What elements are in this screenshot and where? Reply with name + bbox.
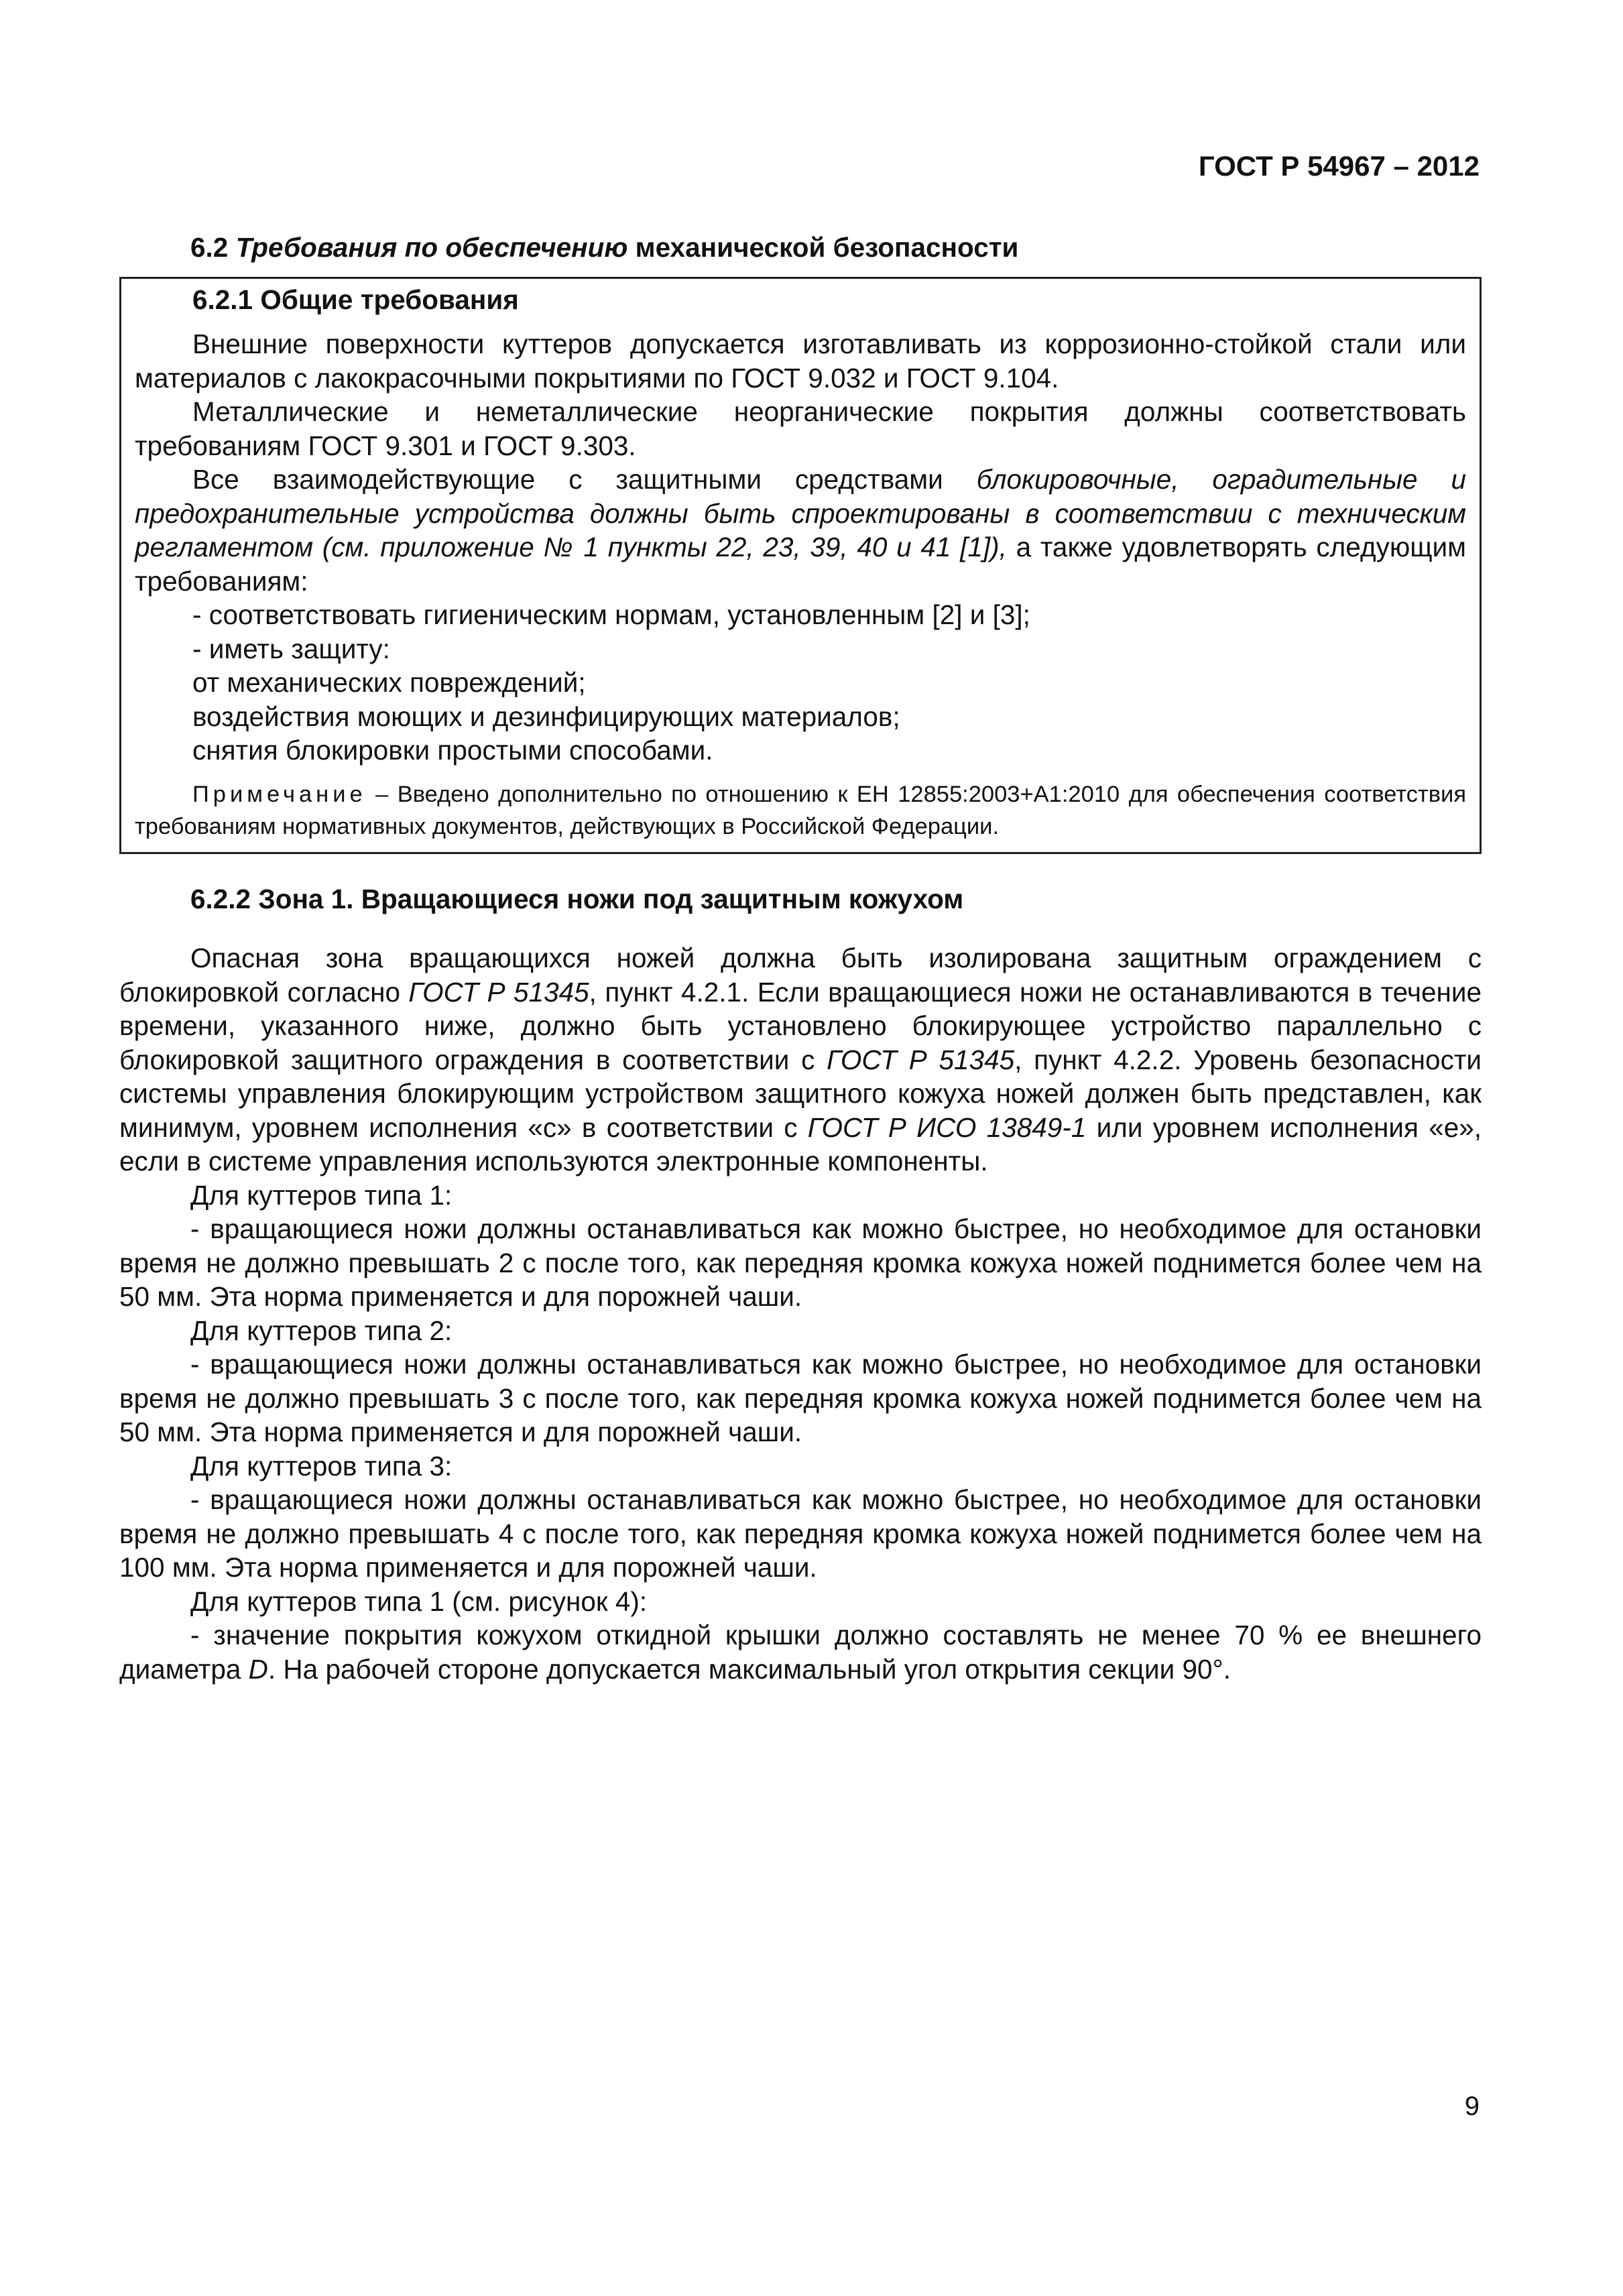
box-paragraph-2: Металлические и неметаллические неорганические покрытия должны соответствовать требованиям ГОСТ 9.301 и ГОСТ 9.303. — [135, 396, 1466, 461]
type2-text: - вращающиеся ножи должны останавливаться как можно быстрее, но необходимое для остановки время не должно превышать 3 с после того, как передняя кромка кожуха ножей поднимется более чем на 50 мм. Эта норма применяется и для порожней чаши. — [119, 1349, 1482, 1447]
section-6-2-title — [119, 231, 1482, 265]
document-header-id: ГОСТ Р 54967 – 2012 — [1198, 150, 1480, 182]
type1-figure-label: Для куттеров типа 1 (см. рисунок 4): — [190, 1585, 648, 1617]
standard-reference: ГОСТ Р 51345 — [408, 976, 589, 1008]
box-p3-start: Все взаимодействующие с защитными средствами — [192, 464, 943, 495]
subsection-6-2-2-title: 6.2.2 Зона 1. Вращающиеся ножи под защитным кожухом — [190, 883, 964, 914]
type1-label: Для куттеров типа 1: — [190, 1179, 453, 1211]
type3-label: Для куттеров типа 3: — [190, 1450, 453, 1482]
list-item: - соответствовать гигиеническим нормам, установленным [2] и [3]; — [192, 599, 1030, 630]
zone1-paragraph — [119, 941, 1482, 1179]
section-title-rest: механической безопасности — [635, 232, 1019, 263]
zone1-text-b: , пункт 4.2.1. Если вращающиеся ножи не останавливаются в течение времени, указанного ниже, должно быть установлено блокирующее устройство параллельно с блокировкой защитного ограждения в соответствии с — [119, 976, 1482, 1075]
lid-coverage-paragraph — [119, 1618, 1482, 1686]
document-body — [119, 231, 1482, 1686]
page-number: 9 — [1464, 2092, 1480, 2121]
standard-reference: ГОСТ Р ИСО 13849-1 — [807, 1111, 1087, 1143]
section-title-italic: Требования по обеспечению — [235, 232, 628, 263]
framed-requirements-box — [119, 277, 1482, 854]
note-text: – Введено дополнительно по отношению к ЕН 12855:2003+А1:2010 для обеспечения соответствия требованиям нормативных документов, действующих в Российской Федерации. — [135, 781, 1467, 839]
section-number: 6.2 — [190, 232, 229, 263]
list-item: от механических повреждений; — [192, 667, 586, 698]
list-item: - иметь защиту: — [192, 633, 390, 664]
box-paragraph-1: Внешние поверхности куттеров допускается изготавливать из коррозионно-стойкой стали или материалов с лакокрасочными покрытиями по ГОСТ 9.032 и ГОСТ 9.104. — [135, 328, 1466, 394]
type3-text: - вращающиеся ножи должны останавливаться как можно быстрее, но необходимое для остановки время не должно превышать 4 с после того, как передняя кромка кожуха ножей поднимется более чем на 100 мм. Эта норма применяется и для порожней чаши. — [119, 1484, 1482, 1583]
box-paragraph-3 — [135, 463, 1466, 598]
box-note — [135, 778, 1466, 843]
diameter-symbol: D — [248, 1653, 268, 1685]
zone1-text-a: Опасная зона вращающихся ножей должна быть изолирована защитным ограждением с блокировкой согласно — [119, 943, 1482, 1008]
box-p3-italic: блокировочные, оградительные и предохранительные устройства должны быть спроектированы в соответствии с техническим регламентом (см. приложение № 1 пункты 22, 23, 39, 40 и 41 [1]), — [135, 464, 1466, 562]
type1-text: - вращающиеся ножи должны останавливаться как можно быстрее, но необходимое для остановки время не должно превышать 2 с после того, как передняя кромка кожуха ножей поднимется более чем на 50 мм. Эта норма применяется и для порожней чаши. — [119, 1213, 1482, 1312]
type2-label: Для куттеров типа 2: — [190, 1315, 453, 1346]
note-label: Примечание — [192, 781, 367, 807]
zone1-text-d: или уровнем исполнения «е», если в системе управления используются электронные компоненты. — [119, 1111, 1482, 1176]
box-p3-end: а также удовлетворять следующим требованиям: — [135, 532, 1466, 597]
list-item: воздействия моющих и дезинфицирующих материалов; — [192, 701, 900, 732]
subsection-6-2-1-title: 6.2.1 Общие требования — [192, 284, 519, 315]
lid-text-b: . На рабочей стороне допускается максимальный угол открытия секции 90°. — [267, 1653, 1231, 1685]
zone1-text-c: , пункт 4.2.2. Уровень безопасности системы управления блокирующим устройством защитного кожуха ножей должен быть представлен, как минимум, уровнем исполнения «с» в соответствии с — [119, 1044, 1482, 1143]
lid-text-a: - значение покрытия кожухом откидной крышки должно составлять не менее 70 % ее внешнего диаметра — [119, 1620, 1482, 1685]
list-item: снятия блокировки простыми способами. — [192, 735, 713, 766]
standard-reference: ГОСТ Р 51345 — [827, 1044, 1015, 1075]
